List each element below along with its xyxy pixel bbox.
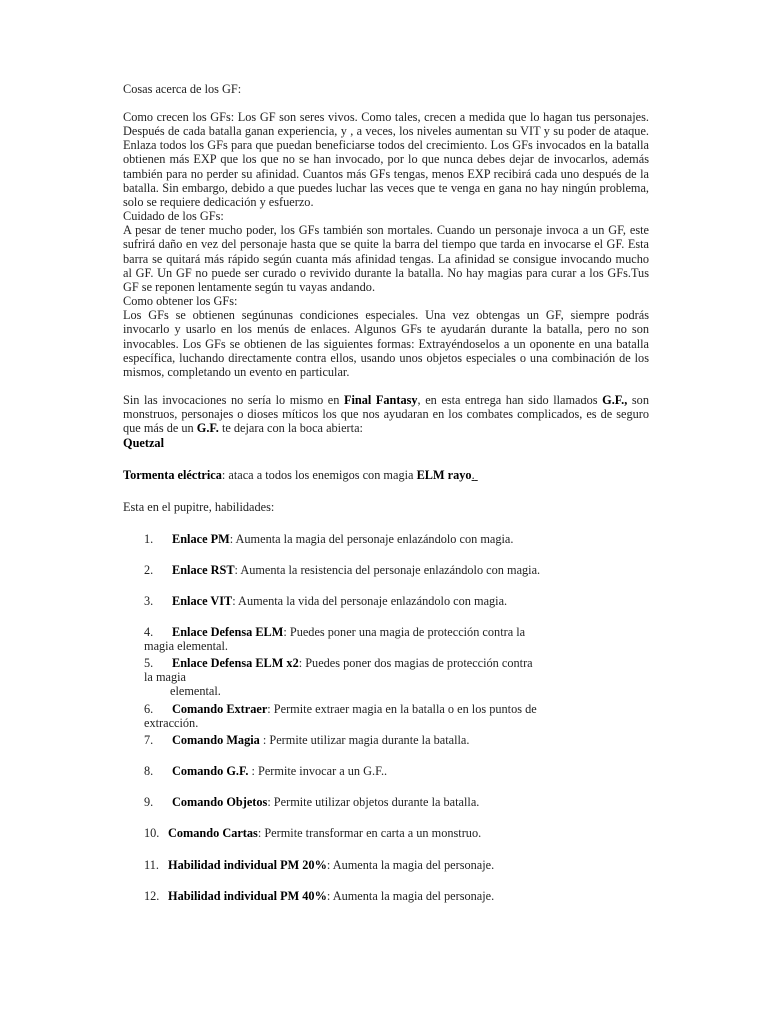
list-item: [144, 594, 544, 608]
skill-desc: : Permite utilizar magia durante la batalla.: [259, 732, 470, 747]
skill-desc-continuation: elemental.: [170, 683, 221, 698]
skill-name: Enlace Defensa ELM x2: [172, 655, 299, 670]
pupitre-label: Esta en el pupitre, habilidades:: [123, 499, 275, 514]
intro-text: te dejara con la boca abierta:: [218, 421, 363, 436]
skill-desc: : Puedes poner dos magias de protección contra la magia: [144, 655, 533, 684]
intro-bold-gf: G.F.,: [602, 392, 628, 407]
intro-bold-gf: G.F.: [196, 421, 219, 436]
section-obtener: [123, 294, 649, 379]
intro-text: son monstruos, personajes o dioses míticos los que nos ayudaran en los combates complicados, es de seguro que más de un: [123, 392, 649, 436]
skill-desc: : Permite extraer magia en la batalla o en los puntos de extracción.: [144, 701, 537, 730]
list-number: 11.: [144, 857, 159, 872]
list-item: [144, 795, 544, 809]
skill-desc: : Permite utilizar objetos durante la batalla.: [267, 794, 480, 809]
intro-text: , en esta entrega han sido llamados: [417, 392, 603, 407]
section-text: Los GF son seres vivos. Como tales, crecen a medida que lo hagan tus personajes. Después de cada batalla ganan experiencia, y , a veces, los niveles aumentan su VIT y su poder de ataque. Enlaza todos los GFs para que puedan beneficiarse todos del crecimiento. Los GFs invocados en la batalla obtienen más EXP que los que no se han invocado, por lo que nunca debes dejar de invocarlos, además también para no perder su afinidad. Cuantos más GFs tengas, menos EXP recibirá cada uno después de la batalla. Sin embargo, debido a que puedes luchar las veces que te venga en gana no hay ningún problema, solo se requiere dedicación y esfuerzo.: [123, 110, 649, 209]
skill-desc: : Permite invocar a un G.F..: [248, 763, 388, 778]
list-number: 4.: [144, 624, 154, 639]
intro-text: Sin las invocaciones no sería lo mismo en: [123, 392, 344, 407]
skill-desc: : Aumenta la magia del personaje.: [326, 857, 495, 872]
list-number: 8.: [144, 763, 154, 778]
skill-name: Comando G.F.: [172, 763, 249, 778]
section-cuidado: [123, 209, 649, 294]
list-number: 9.: [144, 794, 154, 809]
skill-name: Comando Cartas: [168, 825, 258, 840]
list-item: [144, 733, 544, 747]
attack-name: Tormenta eléctrica: [123, 467, 222, 482]
list-number: 6.: [144, 701, 154, 716]
attack-end: .: [471, 467, 475, 482]
skill-desc: : Permite transformar en carta a un monstruo.: [257, 825, 482, 840]
list-item: [144, 764, 544, 778]
intro-paragraph: [123, 393, 649, 436]
section-heading: Cuidado de los GFs:: [123, 209, 224, 224]
list-number: 10.: [144, 825, 160, 840]
skill-desc: : Aumenta la magia del personaje enlazándolo con magia.: [229, 531, 514, 546]
skill-name: Enlace VIT: [172, 593, 233, 608]
skill-desc: : Aumenta la magia del personaje.: [326, 888, 495, 903]
skills-list: [123, 532, 543, 912]
list-number: 1.: [144, 531, 154, 546]
skill-desc: : Aumenta la vida del personaje enlazándolo con magia.: [232, 593, 508, 608]
skill-name: Enlace RST: [172, 562, 235, 577]
list-item: [144, 532, 544, 546]
skill-name: Enlace PM: [172, 531, 230, 546]
list-item: [144, 563, 544, 577]
list-item: [144, 889, 544, 903]
document-title: Cosas acerca de los GF:: [123, 82, 242, 96]
list-item: [144, 625, 544, 653]
section-heading: Como crecen los GFs:: [123, 110, 235, 124]
skill-name: Habilidad individual PM 20%: [168, 857, 327, 872]
list-number: 3.: [144, 593, 154, 608]
list-number: 2.: [144, 562, 154, 577]
skill-name: Comando Magia: [172, 732, 260, 747]
gf-name: Quetzal: [123, 435, 164, 450]
list-number: 7.: [144, 732, 154, 747]
section-heading: Como obtener los GFs:: [123, 294, 238, 309]
skill-name: Comando Extraer: [172, 701, 268, 716]
attack-magic: ELM rayo: [416, 467, 472, 482]
section-crecimiento: [123, 110, 649, 209]
attack-text: : ataca a todos los enemigos con magia: [221, 467, 417, 482]
skill-name: Habilidad individual PM 40%: [168, 888, 327, 903]
attack-line: [123, 468, 649, 482]
section-text: A pesar de tener mucho poder, los GFs también son mortales. Cuando un personaje invoca a un GF, este sufrirá daño en vez del personaje hasta que se quite la barra del tiempo que tarda en invocarse el GF. Esta barra se quitará más rápido según cuanta más afinidad tengas. La afinidad se consigue invocando mucho al GF. Un GF no puede ser curado o revivido durante la batalla. No hay magias para curar a los GFs.Tus GF se reponen lentamente según tu vayas andando.: [123, 223, 649, 294]
list-item: [144, 656, 544, 698]
list-number: 5.: [144, 655, 154, 670]
list-item: [144, 826, 544, 840]
skill-name: Comando Objetos: [172, 794, 268, 809]
list-number: 12.: [144, 888, 160, 903]
section-text: Los GFs se obtienen segúnunas condiciones especiales. Una vez obtengas un GF, siempre podrás invocarlo y usarlo en los menús de enlaces. Algunos GFs te ayudarán durante la batalla, pero no son invocables. Los GFs se obtienen de las siguientes formas: Extrayéndoselos a un oponente en una batalla específica, luchando directamente contra ellos, usando unos objetos especiales o una combinación de los mismos, completando un evento en particular.: [123, 308, 649, 379]
list-item: [144, 702, 544, 730]
skill-desc: : Aumenta la resistencia del personaje enlazándolo con magia.: [234, 562, 541, 577]
document-page: [123, 82, 649, 912]
skill-desc: : Puedes poner una magia de protección contra la magia elemental.: [144, 624, 526, 653]
list-item: [144, 858, 544, 872]
intro-bold-final-fantasy: Final Fantasy: [343, 392, 418, 407]
skill-name: Enlace Defensa ELM: [172, 624, 284, 639]
